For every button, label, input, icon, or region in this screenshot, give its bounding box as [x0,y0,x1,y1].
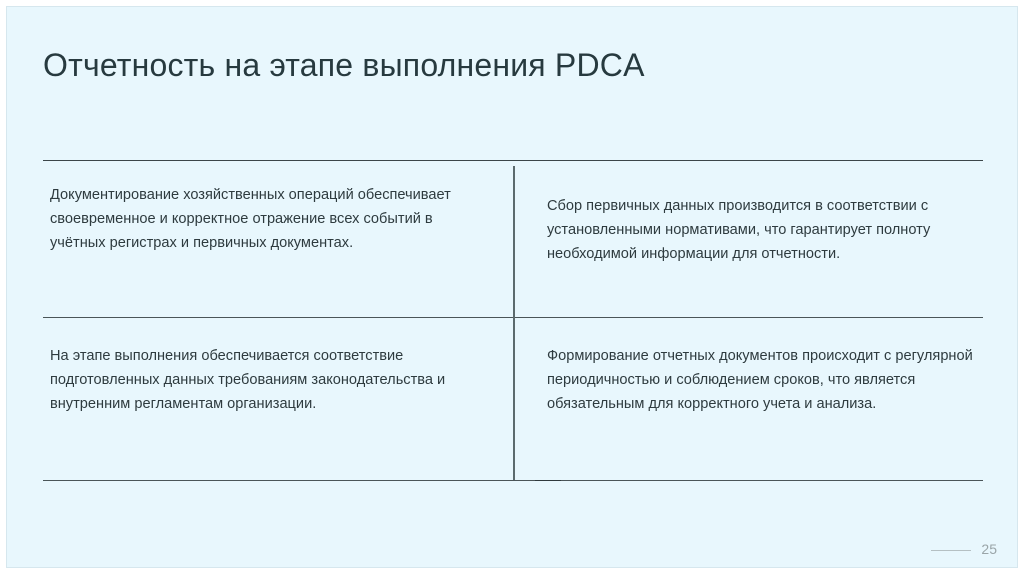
content-grid [43,160,983,481]
grid-divider-accent [535,480,561,481]
page-number: 25 [981,541,997,557]
grid-vertical-divider [513,166,515,480]
cell-documentation: Документирование хозяйственных операций обеспечивает своевременное и корректное отражение всех событий в учётных регистрах и первичных документах. [50,187,451,251]
grid-bottom-divider [43,480,983,481]
slide [6,6,1018,568]
page-number-line [931,550,971,551]
cell-report-formation: Формирование отчетных документов происходит с регулярной периодичностью и соблюдением сроков, что является обязательным для корректного учета и анализа. [547,348,973,412]
cell-data-collection: Сбор первичных данных производится в соответствии с установленными нормативами, что гарантирует полноту необходимой информации для отчетности. [547,198,931,262]
grid-top-divider [43,160,983,161]
cell-compliance: На этапе выполнения обеспечивается соответствие подготовленных данных требованиям законодательства и внутренним регламентам организации. [50,348,446,412]
slide-title: Отчетность на этапе выполнения PDCA [43,47,645,83]
